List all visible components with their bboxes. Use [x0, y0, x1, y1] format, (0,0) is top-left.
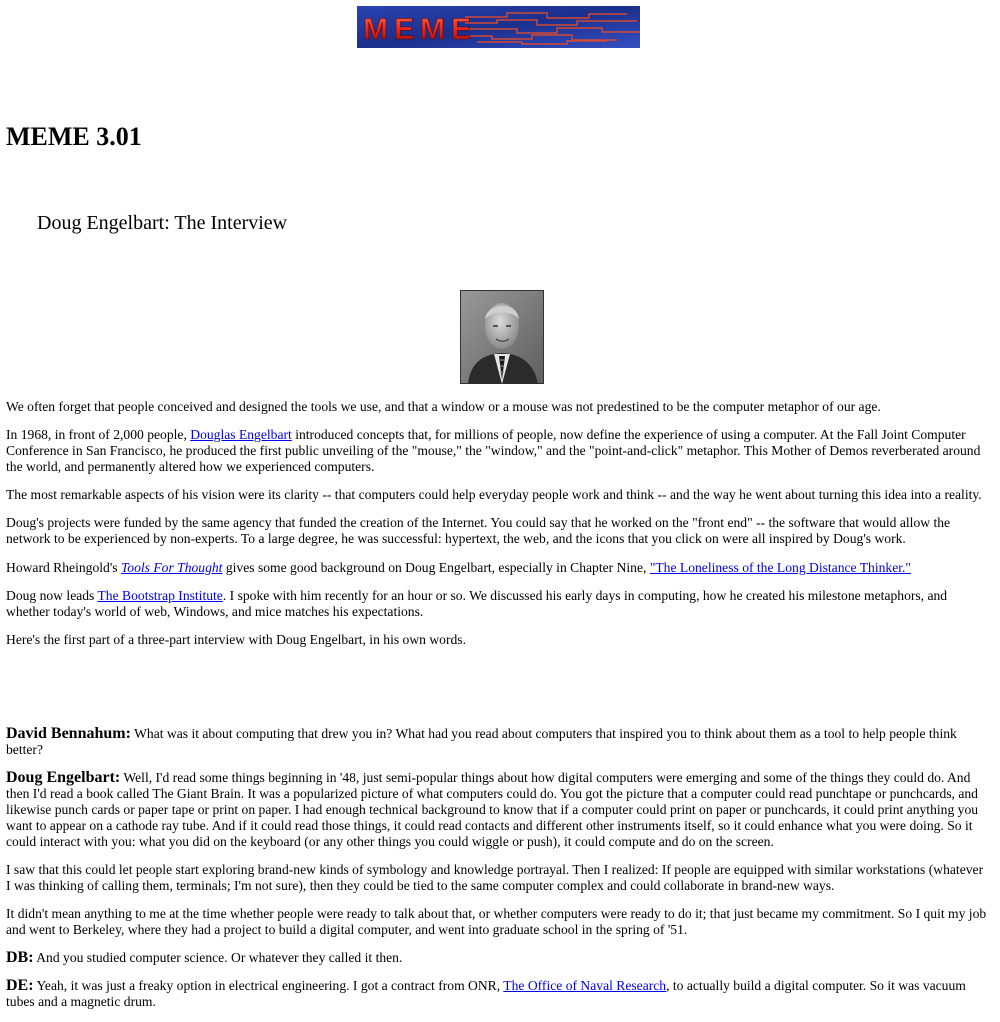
interview-question [6, 726, 990, 758]
interview-answer-continued: I saw that this could let people start exploring brand-new kinds of symbology and knowledge portrayal. Then I realized: If people are equipped with similar workstations (whatever I was thinking of calling them, terminals; I'm not sure), then they could be tied to the same computer complex and could collaborate in brand-new ways. [6, 861, 984, 893]
page [6, 0, 990, 1010]
intro-paragraph [6, 588, 990, 620]
interview-section [6, 726, 990, 1022]
intro-paragraph [6, 560, 990, 576]
bootstrap-institute-link[interactable]: The Bootstrap Institute [97, 587, 223, 603]
engelbart-portrait-image [460, 290, 544, 384]
answer-text: , to actually build a digital computer. So it was vacuum tubes and a magnetic drum. [6, 978, 966, 1010]
meme-banner-logo [357, 6, 640, 48]
intro-paragraph [6, 427, 990, 475]
speaker-name: David Bennahum: [6, 725, 131, 742]
loneliness-chapter-link[interactable]: "The Loneliness of the Long Distance Thinker." [649, 559, 911, 575]
question-text: And you studied computer science. Or whatever they called it then. [33, 950, 403, 966]
intro-paragraph: We often forget that people conceived and designed the tools we use, and that a window or a mouse was not predestined to be the computer metaphor of our age. [6, 399, 881, 414]
speaker-name: DE: [6, 977, 34, 995]
text-segment: gives some good background on Doug Engelbart, especially in Chapter Nine, [222, 559, 650, 575]
intro-paragraph: Here's the first part of a three-part interview with Doug Engelbart, in his own words. [6, 631, 466, 647]
page-title: MEME 3.01 [6, 122, 142, 151]
page-subtitle: Doug Engelbart: The Interview [37, 212, 288, 234]
text-segment: Howard Rheingold's [6, 559, 121, 575]
question-text: What was it about computing that drew you in? What had you read about computers that inspired you to think about them as a tool to help people think better? [6, 726, 957, 757]
interview-question [6, 950, 990, 966]
answer-text: Well, I'd read some things beginning in '48, just semi-popular things about how digital computers were emerging and some of the things they could do. And then I'd read a book called The Giant Brain. It was a popularized picture of what computers could do. You got the picture that a computer could read punchtape or punchcards, and likewise punch cards or paper tape or print on paper. I had enough technical background to know that if a computer could print on paper or punchcards, it could print anything you want to appear on a cathode ray tube. And if it could read those things, it could read contacts and different other instruments itself, so it could enhance what you were doing. So it could interact with you: what you did on the keyboard (or any other things you could wiggle or push), it could compute and do on the screen. [6, 770, 979, 849]
speaker-name: DB: [6, 949, 34, 967]
intro-paragraph: Doug's projects were funded by the same agency that funded the creation of the Internet. You could say that he worked on the "front end" -- the software that would allow the network to be experienced by non-experts. To a large degree, he was successful: hypertext, the web, and the icons that you click on were all inspired by Doug's work. [6, 515, 951, 547]
text-segment: . I spoke with him recently for an hour or so. We discussed his early days in computing, how he created his milestone metaphors, and whether today's world of web, Windows, and mice matches his expectations. [6, 587, 948, 619]
book-title [121, 560, 222, 575]
answer-text: Yeah, it was just a freaky option in electrical engineering. I got a contract from ONR, [33, 978, 504, 994]
interview-answer [6, 770, 990, 850]
banner-container [6, 0, 990, 50]
interview-answer-continued: It didn't mean anything to me at the time whether people were ready to talk about that, or whether computers were ready to do it; that just became my commitment. So I quit my job and went to Berkeley, where they had a project to build a digital computer, and went into graduate school in the spring of '51. [6, 906, 987, 937]
banner-text: MEME [362, 13, 477, 46]
office-of-naval-research-link[interactable]: The Office of Naval Research [503, 978, 667, 994]
portrait-container [6, 290, 990, 388]
text-segment: introduced concepts that, for millions of people, now define the experience of using a computer. At the Fall Joint Computer Conference in San Francisco, he produced the first public unveiling of the "mouse," the "window," and the "point-and-click" metaphor. This Mother of Demos reverberated around the world, and permanently altered how we experienced computers. [6, 427, 981, 475]
intro-section [6, 399, 990, 660]
douglas-engelbart-link[interactable]: Douglas Engelbart [190, 427, 292, 443]
text-segment: In 1968, in front of 2,000 people, [6, 427, 191, 443]
speaker-name: Doug Engelbart: [6, 769, 121, 787]
interview-answer [6, 978, 990, 1010]
tools-for-thought-link[interactable]: Tools For Thought [120, 559, 223, 575]
text-segment: Doug now leads [6, 587, 98, 603]
intro-paragraph: The most remarkable aspects of his vision were its clarity -- that computers could help everyday people work and think -- and the way he went about turning this idea into a reality. [6, 487, 982, 503]
